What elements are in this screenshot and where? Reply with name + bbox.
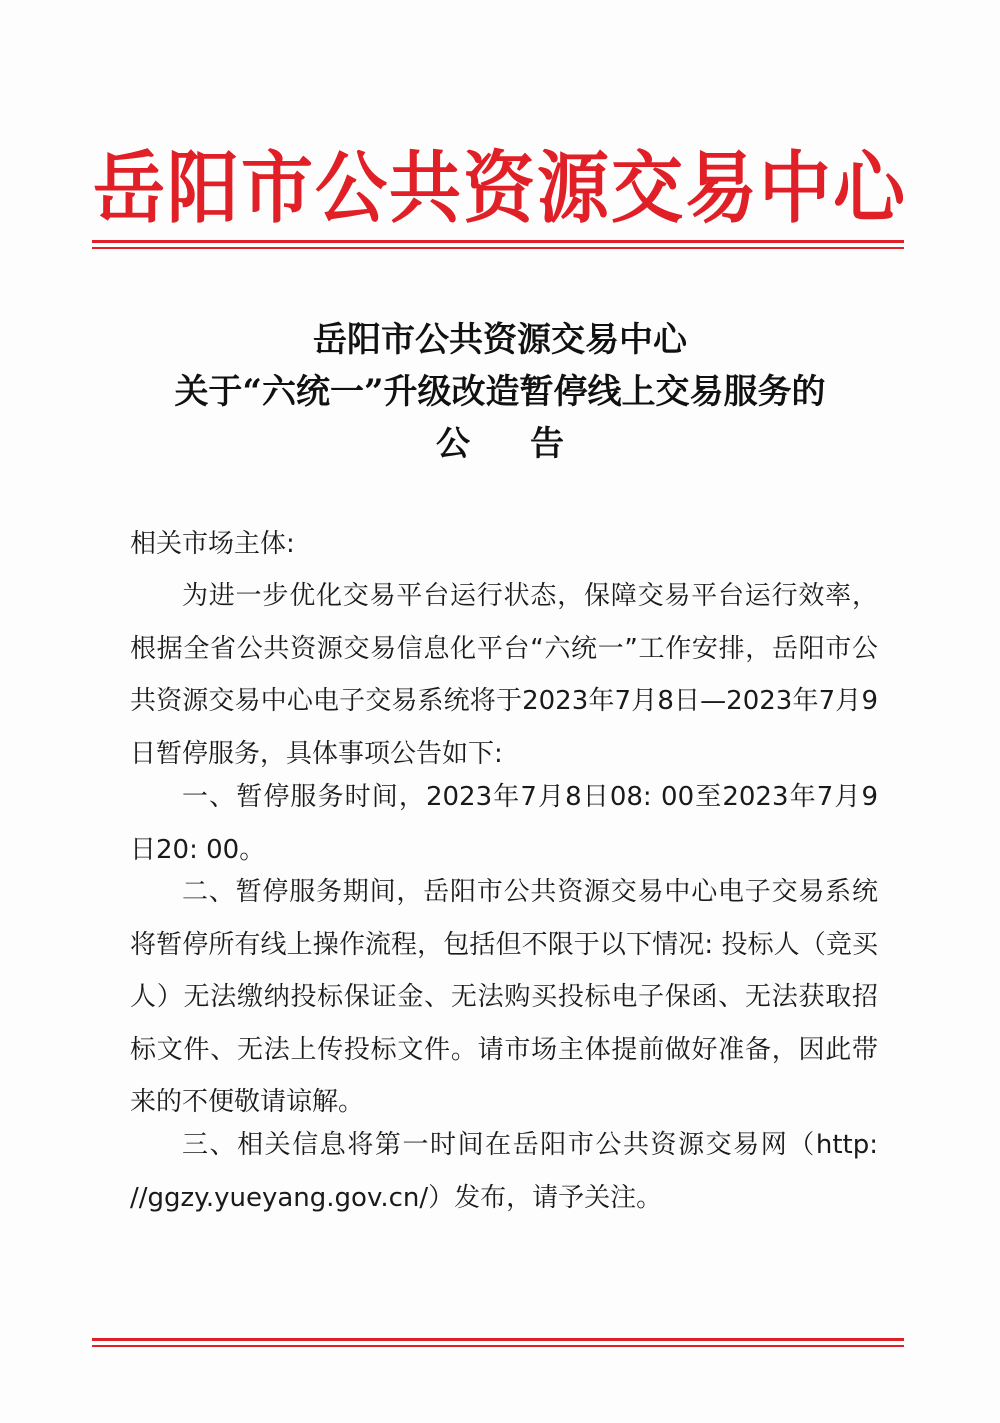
- paragraph-item-2: 二、暂停服务期间，岳阳市公共资源交易中心电子交易系统将暂停所有线上操作流程，包括但不限于以下情况: 投标人（竞买人）无法缴纳投标保证金、无法购买投标电子保函、无法获取招标文件、无法上传投标文件。请市场主体提前做好准备，因此带来的不便敬请谅解。: [130, 877, 878, 1117]
- letterhead-red-rule-thick: [92, 240, 904, 243]
- salutation: 相关市场主体:: [130, 529, 295, 559]
- footer-red-rule-thick: [92, 1338, 904, 1341]
- footer-red-rule-thin: [92, 1345, 904, 1347]
- paragraph-item-3: 三、相关信息将第一时间在岳阳市公共资源交易网（http: //ggzy.yueyang.gov.cn/）发布，请予关注。: [130, 1130, 878, 1213]
- paragraph-intro: 为进一步优化交易平台运行状态，保障交易平台运行效率，根据全省公共资源交易信息化平台“六统一”工作安排，岳阳市公共资源交易中心电子交易系统将于2023年7月8日—2023年7月9日暂停服务，具体事项公告如下:: [130, 581, 878, 769]
- notice-title-line-2: 关于“六统一”升级改造暂停线上交易服务的: [174, 372, 826, 412]
- paragraph-item-1: 一、暂停服务时间，2023年7月8日08: 00至2023年7月9日20: 00。: [130, 782, 878, 865]
- notice-title-line-3: 公告: [436, 424, 624, 464]
- notice-title-line-1: 岳阳市公共资源交易中心: [313, 320, 687, 360]
- letterhead-org-name: 岳阳市公共资源交易中心: [92, 141, 907, 234]
- letterhead-red-rule-thin: [92, 247, 904, 249]
